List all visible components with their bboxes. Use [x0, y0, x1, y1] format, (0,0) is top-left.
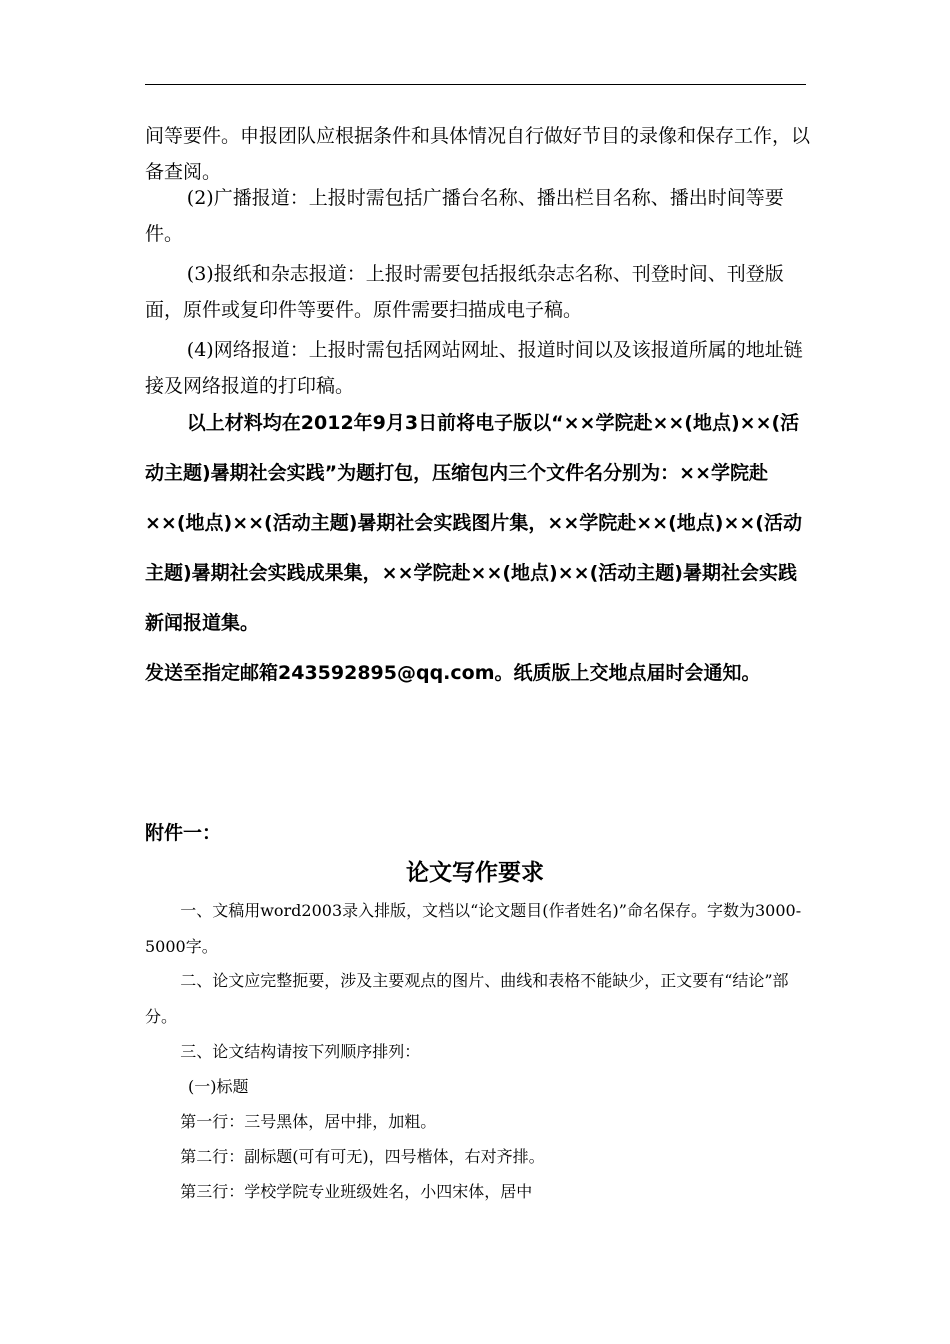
- requirement-5: 第一行：三号黑体，居中排，加粗。: [180, 1112, 437, 1131]
- attachment-label: 附件一：: [145, 822, 222, 844]
- paragraph-newspaper-report: (3)报纸和杂志报道：上报时需要包括报纸杂志名称、刊登时间、刊登版面，原件或复印件等要件。原件需要扫描成电子稿。: [145, 263, 784, 321]
- requirement-4: (一)标题: [188, 1077, 249, 1096]
- email-notice: 发送至指定邮箱243592895@qq.com。纸质版上交地点届时会通知。: [145, 662, 761, 684]
- header-rule: [145, 84, 806, 85]
- requirement-1: 一、文稿用word2003录入排版，文档以“论文题目(作者姓名)”命名保存。字数为3000-5000字。: [145, 901, 802, 956]
- requirement-3: 三、论文结构请按下列顺序排列：: [180, 1042, 421, 1061]
- paragraph-continuation: 间等要件。申报团队应根据条件和具体情况自行做好节目的录像和保存工作，以备查阅。: [145, 125, 811, 183]
- paragraph-web-report: (4)网络报道：上报时需包括网站网址、报道时间以及该报道所属的地址链接及网络报道的打印稿。: [145, 339, 803, 397]
- submission-notice: 以上材料均在2012年9月3日前将电子版以“××学院赴××(地点)××(活动主题)暑期社会实践”为题打包，压缩包内三个文件名分别为：××学院赴××(地点)××(活动主题)暑期社会实践图片集，××学院赴××(地点)××(活动主题)暑期社会实践成果集，××学院赴××(地点)××(活动主题)暑期社会实践新闻报道集。: [145, 412, 802, 634]
- paragraph-broadcast-report: (2)广播报道：上报时需包括广播台名称、播出栏目名称、播出时间等要件。: [145, 187, 784, 245]
- requirement-2: 二、论文应完整扼要，涉及主要观点的图片、曲线和表格不能缺少，正文要有“结论”部分。: [145, 971, 789, 1026]
- requirement-7: 第三行：学校学院专业班级姓名，小四宋体，居中: [180, 1182, 533, 1201]
- requirement-6: 第二行：副标题(可有可无)，四号楷体，右对齐排。: [180, 1147, 545, 1166]
- page-title: 论文写作要求: [406, 860, 544, 886]
